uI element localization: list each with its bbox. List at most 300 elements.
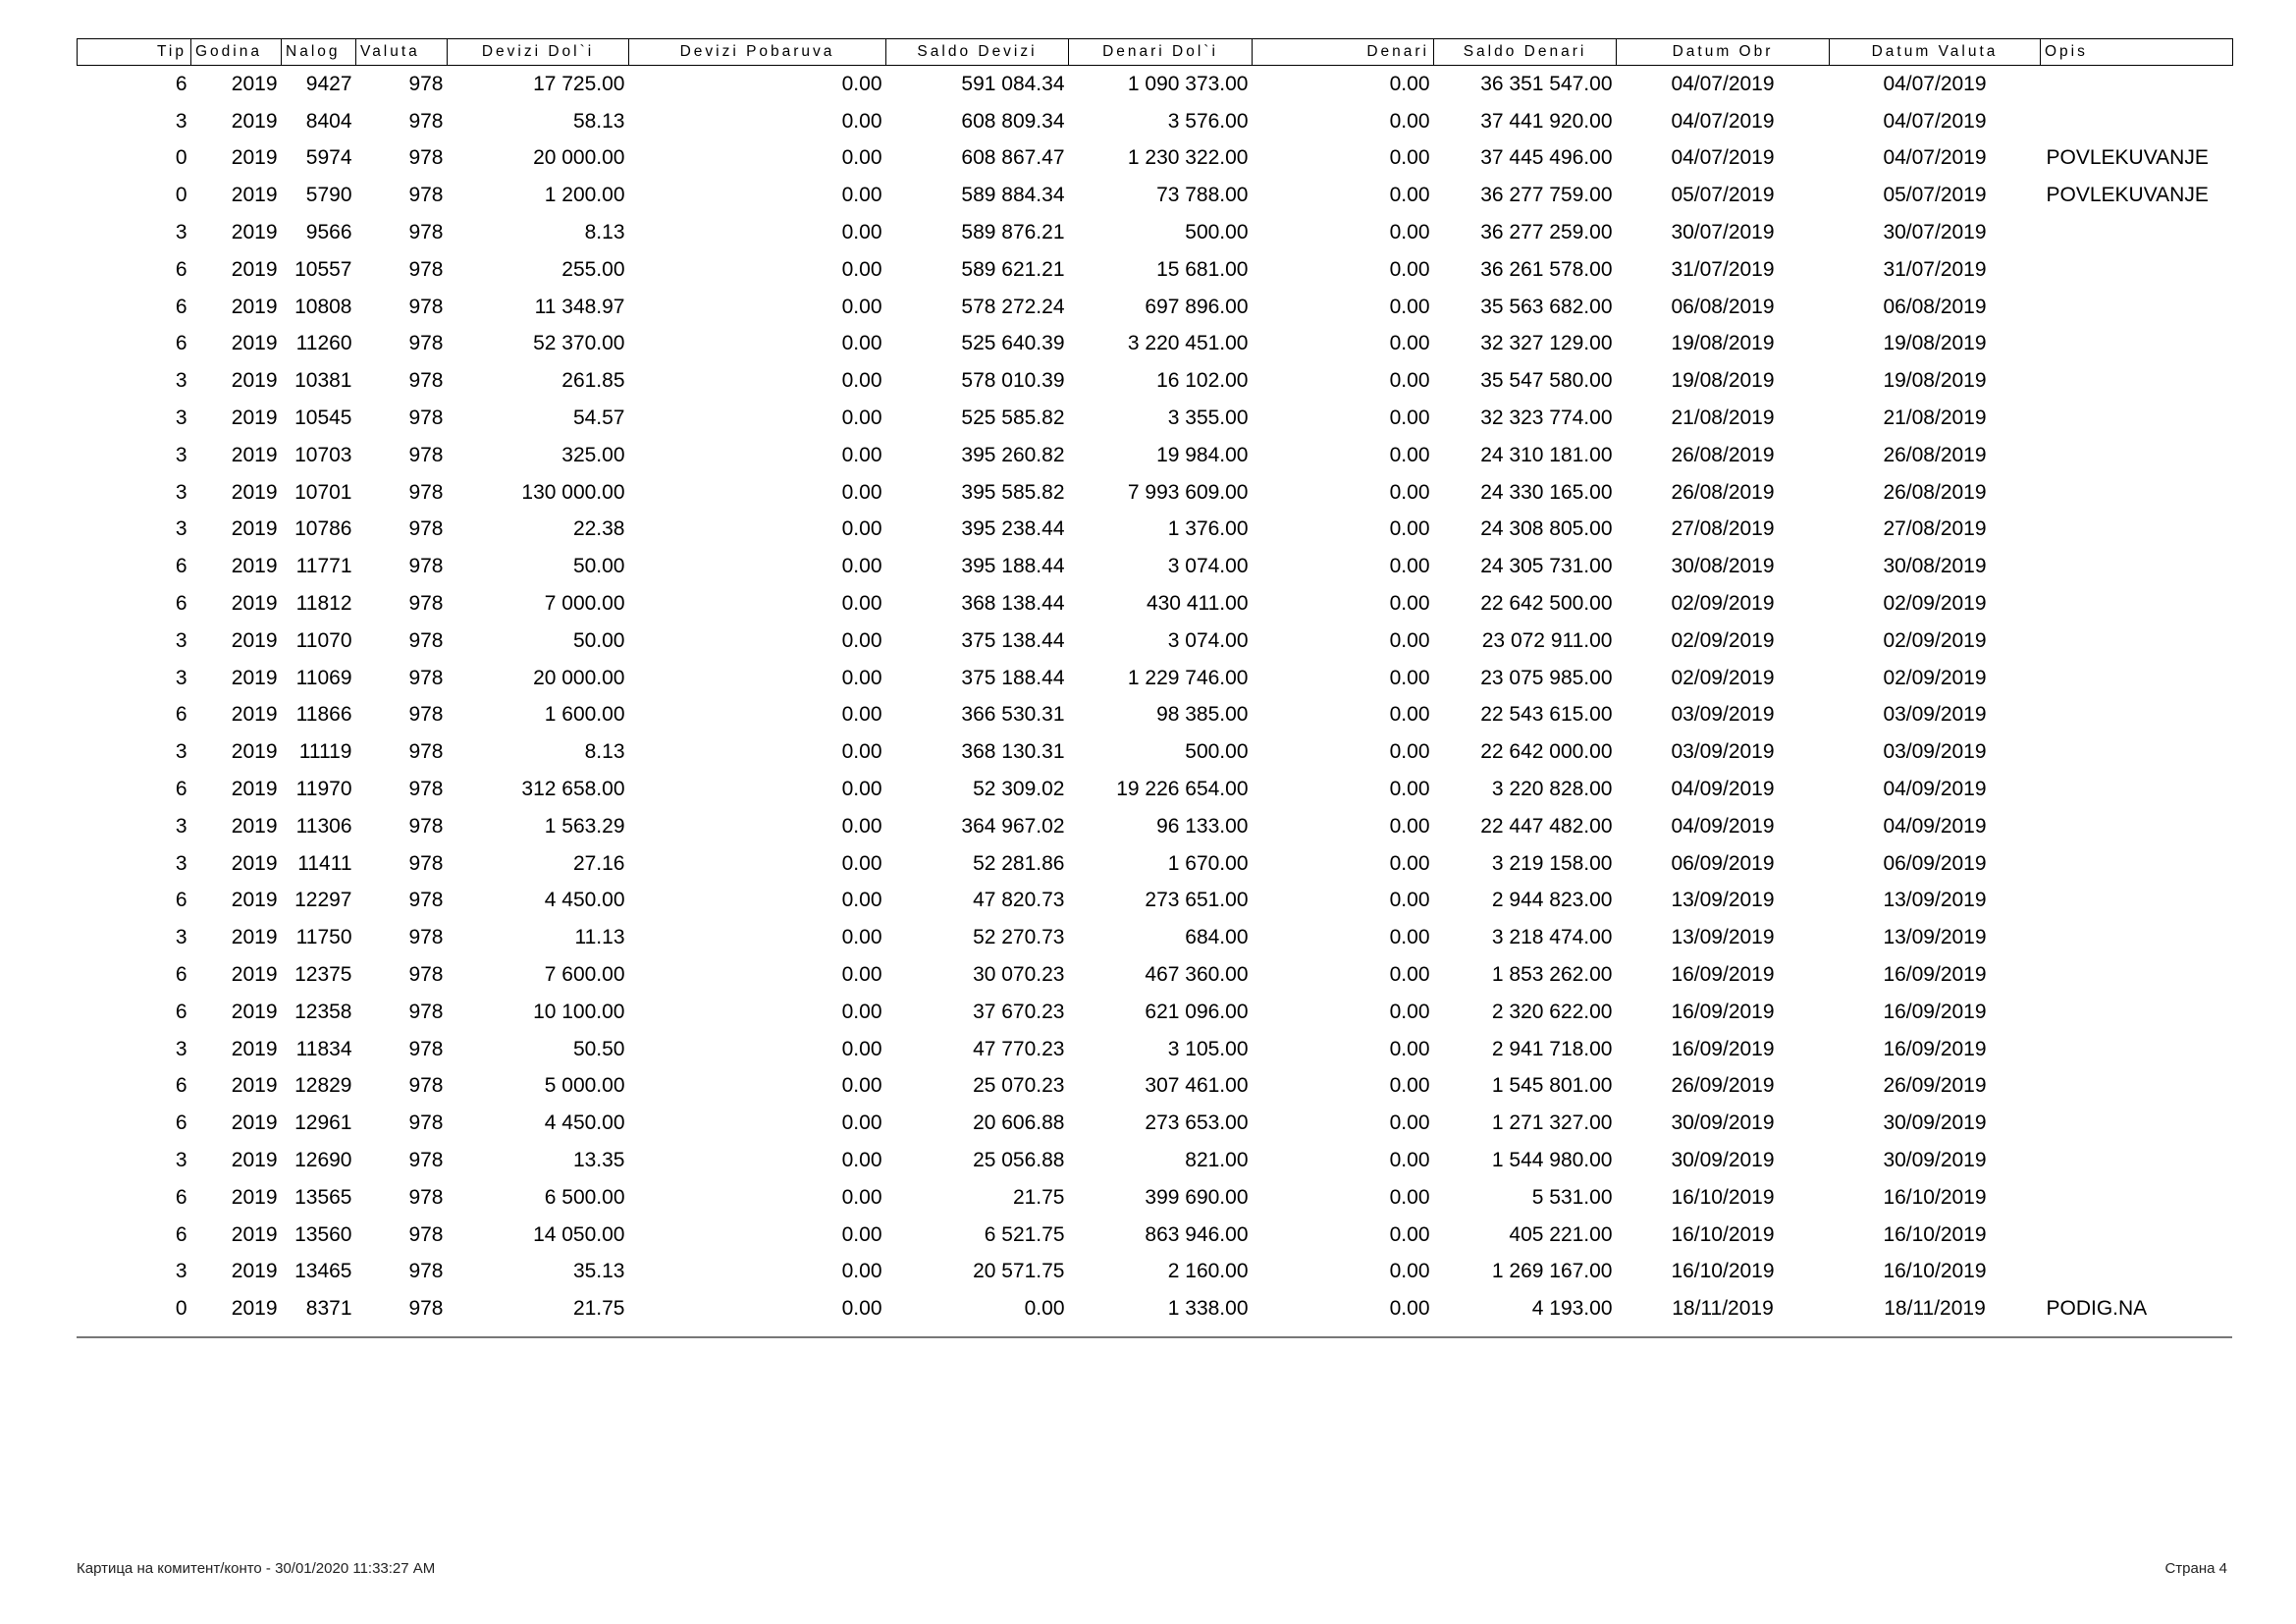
- table-cell: 10381: [294, 369, 352, 393]
- table-cell: 22 447 482.00: [1480, 814, 1613, 838]
- table-cell: 6: [175, 1111, 187, 1135]
- table-cell: 368 130.31: [961, 740, 1065, 764]
- table-cell: 0: [175, 1297, 187, 1321]
- table-cell: 978: [408, 406, 444, 430]
- table-cell: [2041, 437, 2233, 474]
- table-cell: 2019: [231, 592, 278, 616]
- table-cell: 05/07/2019: [1883, 184, 1987, 207]
- table-cell: 578 272.24: [961, 295, 1065, 318]
- table-cell: 21.75: [572, 1297, 625, 1321]
- table-cell: 03/09/2019: [1671, 703, 1775, 727]
- table-cell: 16/10/2019: [1671, 1260, 1775, 1283]
- table-cell: 47 770.23: [973, 1037, 1065, 1060]
- table-row: [78, 1105, 2233, 1142]
- table-cell: 0.00: [1389, 926, 1430, 949]
- col-header-tip: Tip: [78, 39, 191, 66]
- table-cell: 10701: [294, 480, 352, 504]
- table-cell: 24 308 805.00: [1480, 517, 1613, 541]
- table-cell: 13/09/2019: [1671, 889, 1775, 912]
- table-cell: 02/09/2019: [1883, 628, 1987, 652]
- table-row: [78, 956, 2233, 994]
- table-cell: 7 993 609.00: [1127, 480, 1249, 504]
- table-cell: 96 133.00: [1156, 814, 1249, 838]
- table-cell: 30 070.23: [973, 963, 1065, 987]
- table-cell: 54.57: [572, 406, 625, 430]
- table-cell: [2041, 883, 2233, 920]
- table-cell: 0.00: [1389, 1222, 1430, 1246]
- table-cell: 36 277 259.00: [1480, 221, 1613, 244]
- table-cell: 16/10/2019: [1671, 1185, 1775, 1209]
- table-cell: 1 269 167.00: [1491, 1260, 1613, 1283]
- table-row: [78, 994, 2233, 1031]
- col-header-devizi-dolzi: Devizi Dol`i: [448, 39, 629, 66]
- table-cell: 6: [175, 1185, 187, 1209]
- table-cell: 2019: [231, 926, 278, 949]
- table-cell: 684.00: [1185, 926, 1249, 949]
- table-cell: 3: [175, 740, 187, 764]
- table-cell: 02/09/2019: [1883, 592, 1987, 616]
- table-cell: [2041, 771, 2233, 808]
- table-cell: 273 653.00: [1145, 1111, 1249, 1135]
- table-row: [78, 400, 2233, 437]
- table-cell: 2019: [231, 555, 278, 578]
- table-cell: 11260: [295, 332, 352, 355]
- table-cell: 52 309.02: [973, 778, 1065, 801]
- table-cell: 2019: [231, 740, 278, 764]
- table-cell: 0.00: [841, 443, 882, 466]
- table-cell: 6: [175, 889, 187, 912]
- table-cell: 27.16: [572, 851, 625, 875]
- table-cell: 4 450.00: [544, 889, 625, 912]
- table-cell: 2 320 622.00: [1491, 1000, 1613, 1023]
- table-cell: 3: [175, 406, 187, 430]
- table-cell: 589 621.21: [961, 257, 1065, 281]
- table-cell: 20 606.88: [973, 1111, 1065, 1135]
- table-cell: 3 074.00: [1167, 555, 1249, 578]
- table-cell: 1 670.00: [1167, 851, 1249, 875]
- table-row: [78, 214, 2233, 251]
- table-bottom-rule: [77, 1336, 2232, 1338]
- table-cell: 1 090 373.00: [1127, 72, 1249, 95]
- table-cell: 1 271 327.00: [1491, 1111, 1613, 1135]
- table-cell: 21/08/2019: [1671, 406, 1775, 430]
- table-cell: 697 896.00: [1145, 295, 1249, 318]
- table-cell: 24 305 731.00: [1480, 555, 1613, 578]
- table-cell: 3 105.00: [1167, 1037, 1249, 1060]
- table-cell: 2019: [231, 1037, 278, 1060]
- table-cell: 25 056.88: [973, 1149, 1065, 1171]
- table-cell: 2019: [231, 332, 278, 355]
- table-cell: 19 226 654.00: [1116, 778, 1249, 801]
- table-row: [78, 771, 2233, 808]
- table-cell: 255.00: [561, 257, 625, 281]
- table-cell: 2019: [231, 703, 278, 727]
- table-cell: 18/11/2019: [1672, 1297, 1774, 1321]
- table-cell: 395 188.44: [961, 555, 1065, 578]
- table-cell: 2019: [231, 295, 278, 318]
- table-cell: 578 010.39: [961, 369, 1065, 393]
- table-cell: 30/09/2019: [1883, 1149, 1987, 1171]
- table-cell: 6: [175, 963, 187, 987]
- table-cell: 35 547 580.00: [1480, 369, 1613, 393]
- table-cell: 978: [408, 703, 444, 727]
- table-cell: 0.00: [841, 592, 882, 616]
- table-cell: [2041, 66, 2233, 103]
- col-header-saldo-devizi: Saldo Devizi: [886, 39, 1069, 66]
- table-cell: 1 376.00: [1167, 517, 1249, 541]
- table-cell: 6: [175, 1222, 187, 1246]
- table-cell: 6: [175, 332, 187, 355]
- table-cell: 04/07/2019: [1883, 109, 1987, 133]
- table-cell: 0.00: [841, 628, 882, 652]
- table-cell: 8.13: [584, 740, 625, 764]
- table-cell: 16 102.00: [1156, 369, 1249, 393]
- table-cell: [2041, 733, 2233, 771]
- table-cell: 500.00: [1185, 740, 1249, 764]
- table-cell: 26/08/2019: [1671, 443, 1775, 466]
- table-cell: 978: [408, 295, 444, 318]
- table-cell: 978: [408, 963, 444, 987]
- table-cell: 11070: [295, 628, 352, 652]
- table-cell: 0.00: [1389, 703, 1430, 727]
- table-cell: 0.00: [1389, 1297, 1430, 1321]
- table-cell: 04/07/2019: [1883, 146, 1987, 170]
- table-row: [78, 919, 2233, 956]
- table-cell: 23 075 985.00: [1480, 666, 1613, 689]
- table-cell: 22.38: [572, 517, 625, 541]
- table-cell: 27/08/2019: [1671, 517, 1775, 541]
- table-cell: 2019: [231, 146, 278, 170]
- table-cell: 24 310 181.00: [1480, 443, 1613, 466]
- table-cell: 10786: [294, 517, 352, 541]
- table-cell: 37 441 920.00: [1480, 109, 1613, 133]
- table-cell: [2041, 623, 2233, 660]
- table-cell: 1 338.00: [1167, 1297, 1249, 1321]
- table-cell: 978: [408, 628, 444, 652]
- table-cell: 430 411.00: [1146, 592, 1249, 616]
- table-cell: [2041, 251, 2233, 289]
- table-cell: 978: [408, 109, 444, 133]
- table-cell: 03/09/2019: [1671, 740, 1775, 764]
- table-cell: 0.00: [1389, 184, 1430, 207]
- table-cell: 36 351 547.00: [1480, 72, 1613, 95]
- col-header-denari: Denari: [1253, 39, 1434, 66]
- table-cell: 06/08/2019: [1883, 295, 1987, 318]
- table-row: [78, 1068, 2233, 1106]
- table-cell: 368 138.44: [961, 592, 1065, 616]
- table-cell: 6: [175, 1000, 187, 1023]
- table-cell: 06/09/2019: [1883, 851, 1987, 875]
- table-cell: 0.00: [841, 1074, 882, 1098]
- table-cell: 978: [408, 1111, 444, 1135]
- table-cell: 3 074.00: [1167, 628, 1249, 652]
- table-cell: 0.00: [841, 221, 882, 244]
- table-cell: 3: [175, 221, 187, 244]
- table-cell: 2019: [231, 221, 278, 244]
- table-cell: 30/08/2019: [1883, 555, 1987, 578]
- table-cell: 12690: [294, 1149, 352, 1171]
- table-cell: 395 585.82: [961, 480, 1065, 504]
- table-cell: 3: [175, 517, 187, 541]
- table-cell: 978: [408, 1260, 444, 1283]
- table-cell: 500.00: [1185, 221, 1249, 244]
- table-row: [78, 177, 2233, 214]
- table-cell: 04/07/2019: [1671, 72, 1775, 95]
- table-cell: 16/10/2019: [1883, 1222, 1987, 1246]
- table-cell: 978: [408, 332, 444, 355]
- table-cell: 37 670.23: [973, 1000, 1065, 1023]
- table-cell: 0.00: [841, 1000, 882, 1023]
- table-cell: 0.00: [1389, 221, 1430, 244]
- table-cell: 525 585.82: [961, 406, 1065, 430]
- table-cell: 978: [408, 1000, 444, 1023]
- table-cell: 04/09/2019: [1883, 814, 1987, 838]
- table-cell: 3: [175, 628, 187, 652]
- table-cell: 6 521.75: [984, 1222, 1065, 1246]
- table-cell: [2041, 660, 2233, 697]
- table-cell: 5 531.00: [1531, 1185, 1613, 1209]
- table-row: [78, 660, 2233, 697]
- table-cell: 3: [175, 369, 187, 393]
- table-cell: 0.00: [841, 963, 882, 987]
- table-cell: 2019: [231, 1149, 278, 1171]
- col-header-datum-obr: Datum Obr: [1617, 39, 1830, 66]
- table-row: [78, 326, 2233, 363]
- table-cell: 525 640.39: [961, 332, 1065, 355]
- table-cell: 7 000.00: [544, 592, 625, 616]
- table-cell: 0.00: [1389, 146, 1430, 170]
- table-cell: 2019: [231, 184, 278, 207]
- table-cell: 36 277 759.00: [1480, 184, 1613, 207]
- table-cell: 10557: [294, 257, 352, 281]
- table-cell: 375 188.44: [961, 666, 1065, 689]
- table-cell: 0.00: [1389, 814, 1430, 838]
- footer-page-number: Страна 4: [2164, 1560, 2227, 1577]
- table-cell: 2 160.00: [1167, 1260, 1249, 1283]
- table-cell: [2041, 362, 2233, 400]
- table-cell: 0.00: [1389, 555, 1430, 578]
- table-cell: POVLEKUVANJE: [2046, 146, 2209, 170]
- table-row: [78, 140, 2233, 178]
- table-cell: 1 545 801.00: [1491, 1074, 1613, 1098]
- table-cell: 130 000.00: [521, 480, 625, 504]
- table-cell: 978: [408, 1149, 444, 1171]
- table-cell: 0.00: [841, 1222, 882, 1246]
- table-cell: 0.00: [1389, 963, 1430, 987]
- table-cell: [2041, 548, 2233, 585]
- table-cell: 307 461.00: [1145, 1074, 1249, 1098]
- table-cell: 16/09/2019: [1883, 1037, 1987, 1060]
- table-row: [78, 512, 2233, 549]
- table-cell: 26/08/2019: [1883, 480, 1987, 504]
- table-cell: 0.00: [841, 1037, 882, 1060]
- table-cell: 50.00: [572, 555, 625, 578]
- table-cell: 405 221.00: [1509, 1222, 1613, 1246]
- table-cell: 19/08/2019: [1883, 332, 1987, 355]
- table-cell: 978: [408, 1037, 444, 1060]
- table-row: [78, 808, 2233, 845]
- table-cell: 11306: [295, 814, 352, 838]
- table-row: [78, 1254, 2233, 1291]
- table-cell: 19/08/2019: [1671, 369, 1775, 393]
- table-cell: [2041, 326, 2233, 363]
- col-header-opis: Opis: [2041, 39, 2233, 66]
- table-cell: 6: [175, 592, 187, 616]
- table-cell: 37 445 496.00: [1480, 146, 1613, 170]
- table-cell: 21.75: [1012, 1185, 1065, 1209]
- table-cell: 0.00: [841, 295, 882, 318]
- table-cell: 03/09/2019: [1883, 703, 1987, 727]
- table-cell: 9566: [305, 221, 352, 244]
- table-cell: 25 070.23: [973, 1074, 1065, 1098]
- table-cell: 5790: [305, 184, 352, 207]
- table-cell: 399 690.00: [1145, 1185, 1249, 1209]
- table-cell: 0.00: [841, 1297, 882, 1321]
- table-cell: [2041, 1031, 2233, 1068]
- table-cell: 0.00: [841, 146, 882, 170]
- table-cell: 591 084.34: [961, 72, 1065, 95]
- table-cell: 978: [408, 184, 444, 207]
- table-row: [78, 585, 2233, 623]
- table-cell: 2019: [231, 517, 278, 541]
- table-cell: 0.00: [841, 851, 882, 875]
- col-header-devizi-pobaruva: Devizi Pobaruva: [629, 39, 886, 66]
- table-cell: 26/08/2019: [1671, 480, 1775, 504]
- table-cell: 04/09/2019: [1671, 778, 1775, 801]
- table-cell: 2019: [231, 1000, 278, 1023]
- table-cell: 18/11/2019: [1884, 1297, 1986, 1321]
- table-cell: [2041, 289, 2233, 326]
- table-cell: 16/10/2019: [1883, 1260, 1987, 1283]
- table-cell: 11119: [298, 740, 352, 764]
- table-cell: 0.00: [1389, 109, 1430, 133]
- table-cell: 16/09/2019: [1883, 963, 1987, 987]
- table-cell: 13565: [294, 1185, 352, 1209]
- table-cell: 0.00: [841, 926, 882, 949]
- table-cell: 0: [175, 146, 187, 170]
- table-cell: [2041, 400, 2233, 437]
- table-row: [78, 1031, 2233, 1068]
- table-cell: 0.00: [841, 555, 882, 578]
- table-cell: PODIG.NA: [2046, 1297, 2148, 1321]
- table-cell: 0.00: [1389, 592, 1430, 616]
- table-cell: 5974: [305, 146, 352, 170]
- table-cell: 3 219 158.00: [1491, 851, 1613, 875]
- table-cell: 1 230 322.00: [1127, 146, 1249, 170]
- table-cell: 16/09/2019: [1883, 1000, 1987, 1023]
- table-cell: 04/07/2019: [1883, 72, 1987, 95]
- table-cell: 0.00: [1389, 72, 1430, 95]
- table-cell: 04/09/2019: [1883, 778, 1987, 801]
- table-cell: 0.00: [841, 332, 882, 355]
- table-cell: 0.00: [1389, 517, 1430, 541]
- table-row: [78, 103, 2233, 140]
- table-cell: 3 220 828.00: [1491, 778, 1613, 801]
- table-cell: 12375: [294, 963, 352, 987]
- table-cell: 0.00: [1389, 1074, 1430, 1098]
- col-header-godina: Godina: [191, 39, 282, 66]
- table-cell: 7 600.00: [544, 963, 625, 987]
- table-cell: 32 327 129.00: [1480, 332, 1613, 355]
- table-cell: [2041, 1254, 2233, 1291]
- table-cell: [2041, 919, 2233, 956]
- table-cell: 3: [175, 443, 187, 466]
- table-cell: 2019: [231, 1074, 278, 1098]
- table-cell: 0.00: [1389, 480, 1430, 504]
- table-cell: 11 348.97: [534, 295, 625, 318]
- footer-report-title: Картица на комитент/конто - 30/01/2020 11:33:27 AM: [77, 1560, 436, 1577]
- table-cell: 11834: [295, 1037, 352, 1060]
- table-row: [78, 66, 2233, 103]
- col-header-saldo-denari: Saldo Denari: [1434, 39, 1617, 66]
- table-cell: 467 360.00: [1145, 963, 1249, 987]
- table-cell: 16/09/2019: [1671, 1037, 1775, 1060]
- table-row: [78, 1290, 2233, 1327]
- table-cell: 20 000.00: [533, 666, 625, 689]
- table-cell: 3: [175, 814, 187, 838]
- table-cell: 2019: [231, 257, 278, 281]
- table-cell: 978: [408, 778, 444, 801]
- table-cell: 1 600.00: [544, 703, 625, 727]
- table-cell: 0.00: [841, 889, 882, 912]
- table-cell: 0.00: [1389, 778, 1430, 801]
- table-cell: 4 193.00: [1531, 1297, 1613, 1321]
- table-row: [78, 1179, 2233, 1217]
- table-cell: POVLEKUVANJE: [2046, 184, 2209, 207]
- table-row: [78, 1142, 2233, 1179]
- table-cell: 19/08/2019: [1671, 332, 1775, 355]
- table-cell: 608 867.47: [961, 146, 1065, 170]
- table-cell: 978: [408, 480, 444, 504]
- table-cell: 2019: [231, 1260, 278, 1283]
- table-row: [78, 474, 2233, 512]
- table-cell: 0: [175, 184, 187, 207]
- table-cell: 2019: [231, 1297, 278, 1321]
- table-cell: 621 096.00: [1145, 1000, 1249, 1023]
- table-cell: 978: [408, 1297, 444, 1321]
- table-cell: 3 218 474.00: [1491, 926, 1613, 949]
- table-row: [78, 733, 2233, 771]
- table-cell: 0.00: [1389, 740, 1430, 764]
- table-cell: [2041, 845, 2233, 883]
- table-cell: 978: [408, 221, 444, 244]
- table-cell: 0.00: [841, 666, 882, 689]
- table-cell: 8404: [305, 109, 352, 133]
- col-header-datum-valuta: Datum Valuta: [1830, 39, 2041, 66]
- table-cell: 395 238.44: [961, 517, 1065, 541]
- table-cell: 11.13: [574, 926, 625, 949]
- table-cell: 0.00: [1389, 1111, 1430, 1135]
- table-cell: 0.00: [841, 109, 882, 133]
- table-cell: 11866: [295, 703, 352, 727]
- table-cell: 24 330 165.00: [1480, 480, 1613, 504]
- table-cell: 978: [408, 369, 444, 393]
- table-cell: 0.00: [1389, 1260, 1430, 1283]
- table-row: [78, 251, 2233, 289]
- table-cell: 04/09/2019: [1671, 814, 1775, 838]
- table-cell: 375 138.44: [961, 628, 1065, 652]
- table-cell: 26/09/2019: [1671, 1074, 1775, 1098]
- table-row: [78, 1217, 2233, 1254]
- table-cell: [2041, 474, 2233, 512]
- table-cell: 0.00: [841, 1149, 882, 1171]
- table-cell: 978: [408, 146, 444, 170]
- table-cell: 2019: [231, 628, 278, 652]
- table-cell: 14 050.00: [533, 1222, 625, 1246]
- table-cell: 0.00: [841, 703, 882, 727]
- table-cell: 6: [175, 72, 187, 95]
- table-cell: 978: [408, 555, 444, 578]
